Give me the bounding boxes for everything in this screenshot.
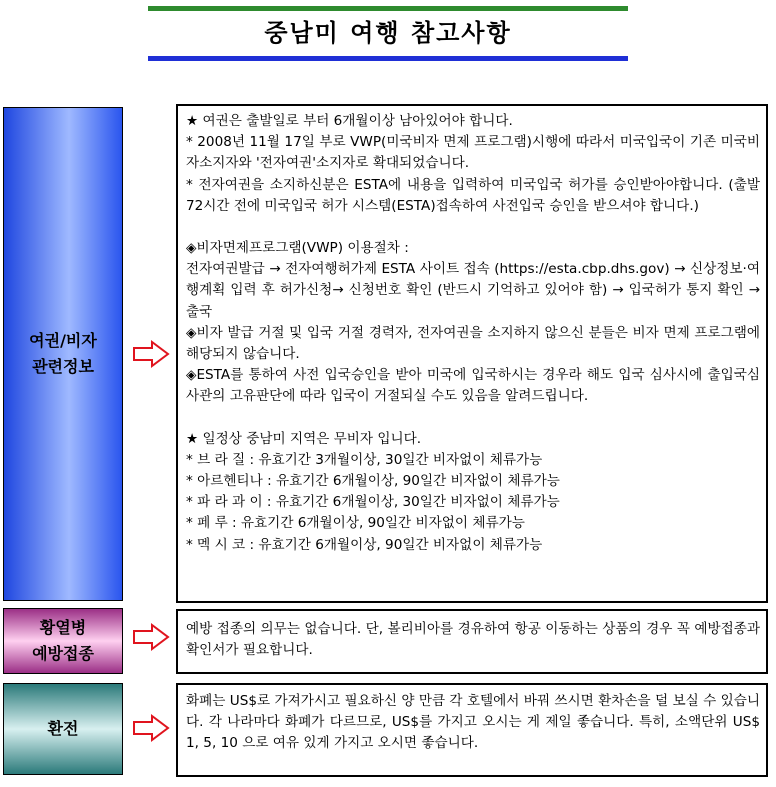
label-line: 환전 [47,719,79,738]
yellow-fever-info-box [176,609,768,674]
label-passport-visa [3,107,123,601]
spacer [186,217,760,238]
page-title: 중남미 여행 참고사항 [264,19,512,47]
visa-country-line: * 멕 시 코 : 유효기간 6개월이상, 90일간 비자없이 체류가능 [186,536,543,553]
info-paragraph: ◈비자면제프로그램(VWP) 이용절차 : [186,240,409,257]
visa-country-line: * 아르헨티나 : 유효기간 6개월이상, 90일간 비자없이 체류가능 [186,473,560,490]
label-currency-exchange [3,683,123,775]
info-paragraph: 화폐는 US$로 가져가시고 필요하신 양 만큼 각 호텔에서 바꿔 쓰시면 환차손을 덜 보실 수 있습니다. 각 나라마다 화폐가 다르므로, US$를 가지고 오시는 게 제일 좋습니다. 특히, 소액단위 US$ 1, 5, 10 으로 여유 있게 가지고 오시면 좋습니다. [186,693,760,752]
visa-country-line: * 파 라 과 이 : 유효기간 6개월이상, 30일간 비자없이 체류가능 [186,494,560,511]
right-arrow-icon [132,340,170,368]
title-bottom-rule [148,56,628,61]
info-paragraph: 예방 접종의 의무는 없습니다. 단, 볼리비아를 경유하여 항공 이동하는 상품의 경우 꼭 예방접종과 확인서가 필요합니다. [186,621,760,659]
info-paragraph: ★ 여권은 출발일로 부터 6개월이상 남아있어야 합니다. [186,113,513,129]
label-yellow-fever [3,608,123,674]
info-paragraph: * 전자여권을 소지하신분은 ESTA에 내용을 입력하여 미국입국 허가를 승인받아야합니다. (출발 72시간 전에 미국입국 허가 시스템(ESTA)접속하여 사전입국 승인을 받으셔야 합니다.) [186,176,760,214]
passport-visa-info-box [176,104,768,603]
info-paragraph: ◈ESTA를 통하여 사전 입국승인을 받아 미국에 입국하시는 경우라 해도 입국 심사시에 출입국심사관의 고유판단에 따라 입국이 거절되실 수도 있음을 알려드립니다. [186,367,760,405]
visa-country-line: * 페 루 : 유효기간 6개월이상, 90일간 비자없이 체류가능 [186,515,525,532]
right-arrow-icon [132,623,170,651]
label-line: 여권/비자 [29,331,97,350]
info-paragraph: * 2008년 11월 17일 부로 VWP(미국비자 면제 프로그램)시행에 따라서 미국입국이 기존 미국비자소지자와 '전자여권'소지자로 확대되었습니다. [186,134,760,172]
label-line: 예방접종 [32,644,94,663]
currency-exchange-info-box [176,683,768,777]
info-paragraph: 전자여권발급 → 전자여행허가제 ESTA 사이트 접속 (https://esta.cbp.dhs.gov) → 신상정보·여행계획 입력 후 허가신청→ 신청번호 확인 (반드시 기억하고 있어야 함) → 입국허가 통지 확인 → 출국 [186,261,760,320]
info-paragraph: ★ 일정상 중남미 지역은 무비자 입니다. [186,430,422,447]
info-paragraph: ◈비자 발급 거절 및 입국 거절 경력자, 전자여권을 소지하지 않으신 분들은 비자 면제 프로그램에 해당되지 않습니다. [186,324,760,363]
spacer [186,408,760,429]
label-line: 관련정보 [32,357,94,376]
label-line: 황열병 [39,618,87,637]
title-banner [148,6,628,61]
right-arrow-icon [132,714,170,742]
visa-country-line: * 브 라 질 : 유효기간 3개월이상, 30일간 비자없이 체류가능 [186,451,543,468]
